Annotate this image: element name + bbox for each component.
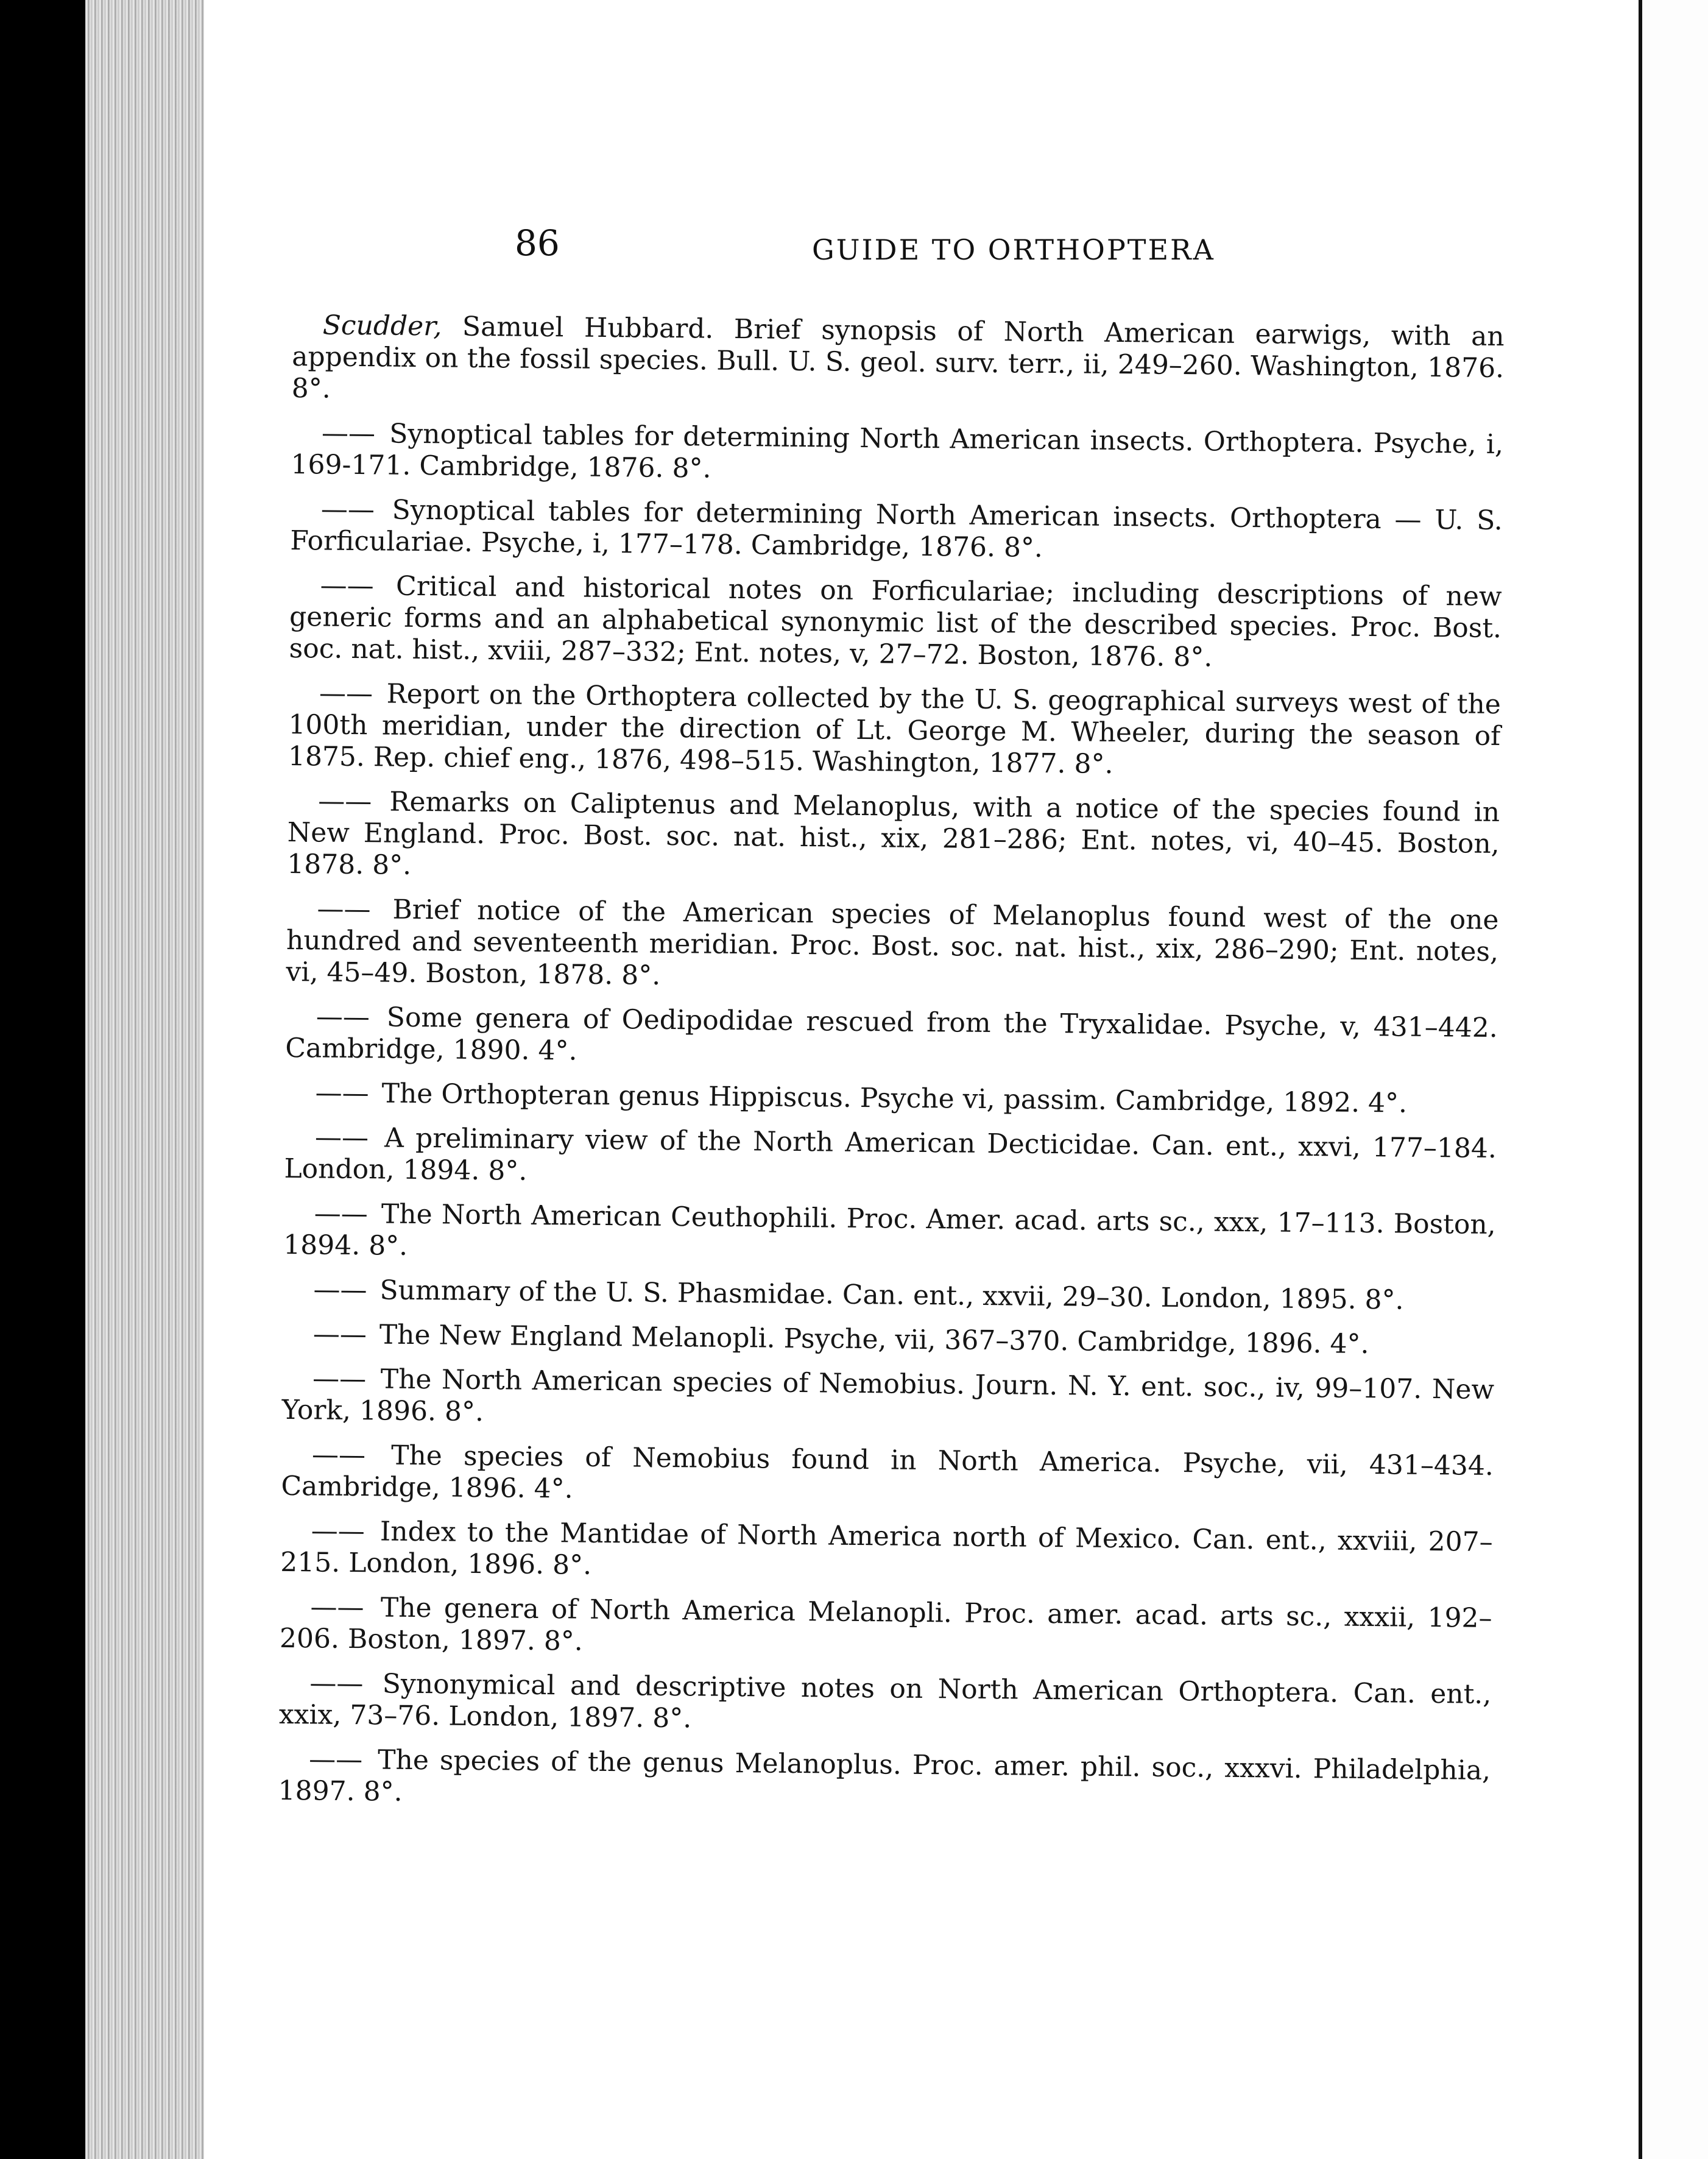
ditto-dash: —— (319, 677, 373, 710)
bibliography-entry (283, 1198, 1496, 1273)
ditto-dash: —— (311, 1515, 365, 1547)
bibliography-entry (281, 1439, 1494, 1514)
ditto-dash: —— (312, 1363, 367, 1395)
entry-text: Samuel Hubbard. Brief synopsis of North American earwigs, with an appendix on the fossil species. Bull. U. S. geol. surv. terr., ii, 249–260. Washington, 1876. 8°. (291, 311, 1505, 405)
entry-text: Report on the Orthoptera collected by the U. S. geographical surveys west of the 100th meridian, under the direction of Lt. George M. Wheeler, during the season of 1875. Rep. chief eng., 1876, 498–515. Washington, 1877. 8°. (288, 678, 1502, 780)
ditto-dash: —— (310, 1591, 364, 1624)
bibliography-entry (281, 1363, 1494, 1438)
running-head: GUIDE TO ORTHOPTERA (812, 233, 1215, 266)
ditto-dash: —— (316, 1001, 370, 1033)
entry-text: Brief notice of the American species of Melanoplus found west of the one hundred and seventeenth meridian. Proc. Bost. soc. nat. hist., xix, 286–290; Ent. notes, vi, 45–49. Boston, 1878. 8°. (286, 894, 1499, 991)
page-header (204, 222, 1639, 271)
ditto-dash: —— (315, 1077, 369, 1109)
bibliography-entry (280, 1591, 1492, 1666)
entry-text: The Orthopteran genus Hippiscus. Psyche vi, passim. Cambridge, 1892. 4°. (373, 1078, 1408, 1119)
bibliography-entry (283, 1274, 1495, 1317)
entry-text: Synonymical and descriptive notes on North American Orthoptera. Can. ent., xxix, 73–76. London, 1897. 8°. (278, 1668, 1492, 1734)
bibliography-entry (291, 417, 1503, 492)
entry-text: The genera of North America Melanopli. Proc. amer. acad. arts sc., xxxii, 192–206. Boston, 1897. 8°. (279, 1592, 1492, 1657)
bibliography-entry (280, 1515, 1493, 1590)
bibliography-entry (283, 1318, 1495, 1362)
ditto-dash: —— (312, 1318, 367, 1351)
bibliography-entry (278, 1744, 1491, 1818)
bibliography-entry (292, 309, 1505, 416)
bibliography-list (278, 309, 1505, 1831)
entry-text: Synoptical tables for determining North American insects. Orthoptera. Psyche, i, 169-171. Cambridge, 1876. 8°. (291, 418, 1504, 484)
ditto-dash: —— (309, 1667, 364, 1700)
bibliography-entry (279, 1667, 1492, 1742)
ditto-dash: —— (313, 1274, 367, 1306)
entry-text: The North American species of Nemobius. Journ. N. Y. ent. soc., iv, 99–107. New York, 1896. 8°. (281, 1363, 1495, 1428)
entry-text: Index to the Mantidae of North America north of Mexico. Can. ent., xxviii, 207–215. London, 1896. 8°. (280, 1516, 1493, 1581)
entry-text: Remarks on Caliptenus and Melanoplus, with a notice of the species found in New England. Proc. Bost. soc. nat. hist., xix, 281–286; Ent. notes, vi, 40–45. Boston, 1878. 8°. (287, 786, 1500, 881)
bibliography-entry (289, 570, 1502, 676)
ditto-dash: —— (320, 570, 374, 602)
ditto-dash: —— (311, 1439, 366, 1471)
bibliography-entry (286, 893, 1498, 1000)
bibliography-entry (285, 1001, 1498, 1076)
ditto-dash: —— (317, 893, 371, 925)
ditto-dash: —— (314, 1198, 368, 1230)
entry-text: A preliminary view of the North American Decticidae. Can. ent., xxvi, 177–184. London, 1894. 8°. (284, 1122, 1497, 1187)
ditto-dash: —— (321, 417, 376, 450)
bibliography-entry (284, 1122, 1497, 1196)
ditto-dash: —— (318, 785, 372, 818)
bibliography-entry (288, 677, 1501, 784)
page-number: 86 (515, 222, 560, 264)
bibliography-entry (284, 1077, 1497, 1120)
entry-text: The species of Nemobius found in North America. Psyche, vii, 431–434. Cambridge, 1896. 4°. (281, 1440, 1494, 1505)
facing-page-edge (1639, 0, 1708, 2159)
ditto-dash: —— (314, 1122, 369, 1154)
entry-text: The New England Melanopli. Psyche, vii, 367–370. Cambridge, 1896. 4°. (370, 1319, 1369, 1360)
entry-text: Summary of the U. S. Phasmidae. Can. ent., xxvii, 29–30. London, 1895. 8°. (371, 1274, 1404, 1316)
entry-author: Scudder, (322, 309, 442, 342)
entry-text: The species of the genus Melanoplus. Proc. amer. phil. soc., xxxvi. Philadelphia, 1897. 8°. (278, 1744, 1491, 1807)
bibliography-entry (290, 493, 1503, 568)
ditto-dash: —— (308, 1744, 363, 1776)
entry-text: Synoptical tables for determining North American insects. Orthoptera — U. S. Forficulariae. Psyche, i, 177–178. Cambridge, 1876. 8°. (290, 494, 1503, 564)
entry-text: Some genera of Oedipodidae rescued from the Tryxalidae. Psyche, v, 431–442. Cambridge, 1890. 4°. (285, 1002, 1498, 1067)
entry-text: Critical and historical notes on Forficulariae; including descriptions of new generic forms and an alphabetical synonymic list of the described species. Proc. Bost. soc. nat. hist., xviii, 287–332; Ent. notes, v, 27–72. Boston, 1876. 8°. (289, 570, 1502, 673)
bibliography-entry (287, 785, 1500, 892)
entry-text: The North American Ceuthophili. Proc. Amer. acad. arts sc., xxx, 17–113. Boston, 1894. 8°. (283, 1198, 1496, 1262)
ditto-dash: —— (320, 493, 375, 526)
book-page-edges (85, 0, 207, 2159)
